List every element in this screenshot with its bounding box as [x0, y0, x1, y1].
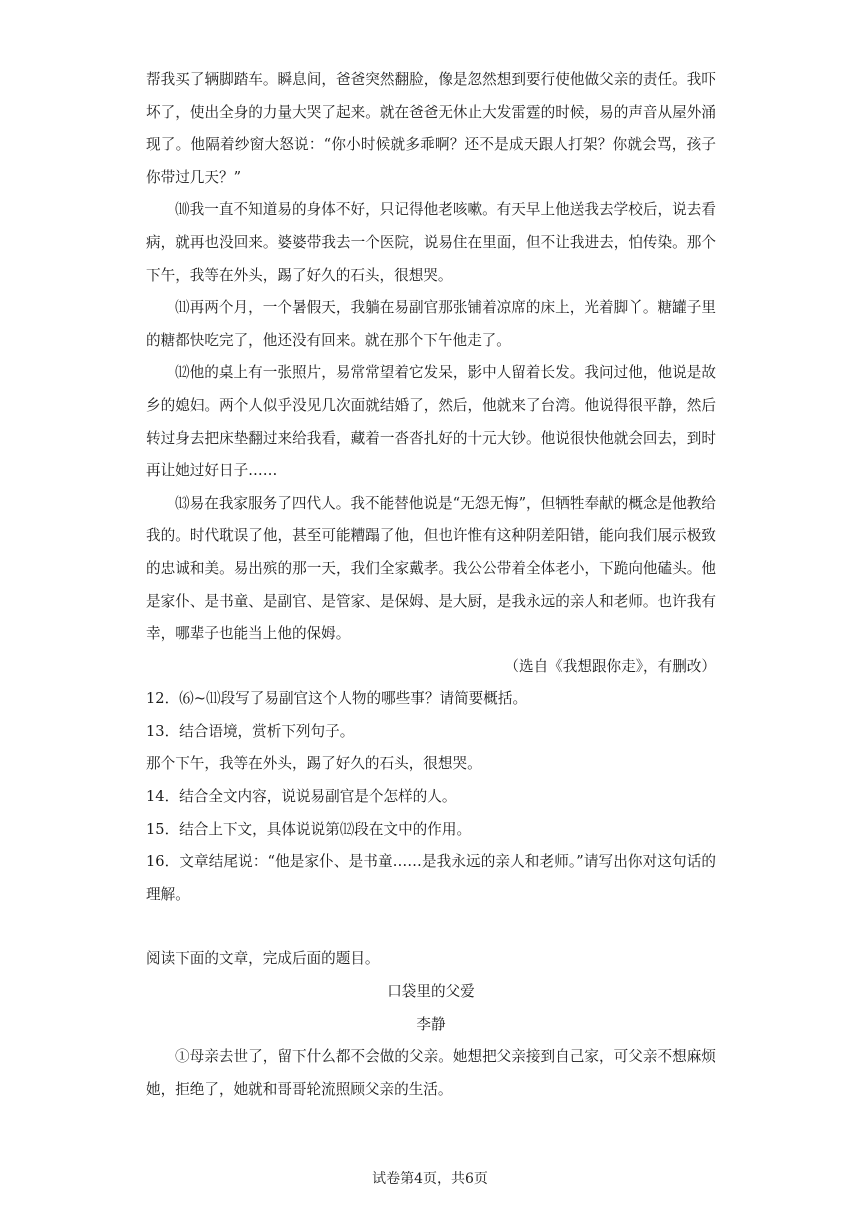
article-author: 李静: [416, 1015, 446, 1033]
paragraph-12: ⑿他的桌上有一张照片，易常常望着它发呆，影中人留着长发。我问过他，他说是故乡的媳妇。两个人似乎没见几次面就结婚了，然后，他就来了台湾。他说得很平静，然后转过身去把床垫翻过来给我看，藏着一沓沓扎好的十元大钞。他说很快他就会回去，到时再让她过好日子……: [146, 364, 716, 480]
article-paragraph-1: ①母亲去世了，留下什么都不会做的父亲。她想把父亲接到自己家，可父亲不想麻烦她，拒绝了，她就和哥哥轮流照顾父亲的生活。: [146, 1048, 716, 1098]
question-12: 12．⑹~⑾段写了易副官这个人物的哪些事？请简要概括。: [146, 690, 528, 708]
reading-instruction: 阅读下面的文章，完成后面的题目。: [146, 950, 380, 968]
question-14: 14．结合全文内容，说说易副官是个怎样的人。: [146, 788, 457, 806]
paragraph-9-continued: 帮我买了辆脚踏车。瞬息间，爸爸突然翻脸，像是忽然想到要行使他做父亲的责任。我吓坏了，使出全身的力量大哭了起来。就在爸爸无休止大发雷霆的时候，易的声音从屋外涌现了。他隔着纱窗大怒说：“你小时候就多乖啊？还不是成天跟人打架？你就会骂，孩子你带过几天？”: [146, 71, 716, 186]
article-title: 口袋里的父爱: [387, 983, 475, 1001]
paragraph-13: ⒀易在我家服务了四代人。我不能替他说是“无怨无悔”，但牺牲奉献的概念是他教给我的。时代耽误了他，甚至可能糟蹋了他，但也许惟有这种阴差阳错，能向我们展示极致的忠诚和美。易出殡的那一天，我们全家戴孝。我公公带着全体老小，下跪向他磕头。他是家仆、是书童、是副官、是管家、是保姆、是大厨，是我永远的亲人和老师。也许我有幸，哪辈子也能当上他的保姆。: [146, 494, 716, 643]
question-15: 15．结合上下文，具体说说第⑿段在文中的作用。: [146, 820, 472, 838]
section-gap: [146, 911, 716, 943]
page-footer: 试卷第4页，共6页: [372, 1171, 488, 1187]
question-13-sentence: 那个下午，我等在外头，踢了好久的石头，很想哭。: [146, 755, 482, 773]
paragraph-11: ⑾再两个月，一个暑假天，我躺在易副官那张铺着凉席的床上，光着脚丫。糖罐子里的糖都快吃完了，他还没有回来。就在那个下午他走了。: [146, 299, 716, 349]
document-page: [146, 64, 716, 1106]
question-13: 13．结合语境，赏析下列句子。: [146, 722, 355, 740]
question-16: 16．文章结尾说：“他是家仆、是书童……是我永远的亲人和老师。”请写出你对这句话的理解。: [146, 853, 716, 903]
paragraph-10: ⑽我一直不知道易的身体不好，只记得他老咳嗽。有天早上他送我去学校后，说去看病，就再也没回来。婆婆带我去一个医院，说易住在里面，但不让我进去，怕传染。那个下午，我等在外头，踢了好久的石头，很想哭。: [146, 201, 716, 284]
source-citation: （选自《我想跟你走》，有删改）: [504, 657, 716, 675]
